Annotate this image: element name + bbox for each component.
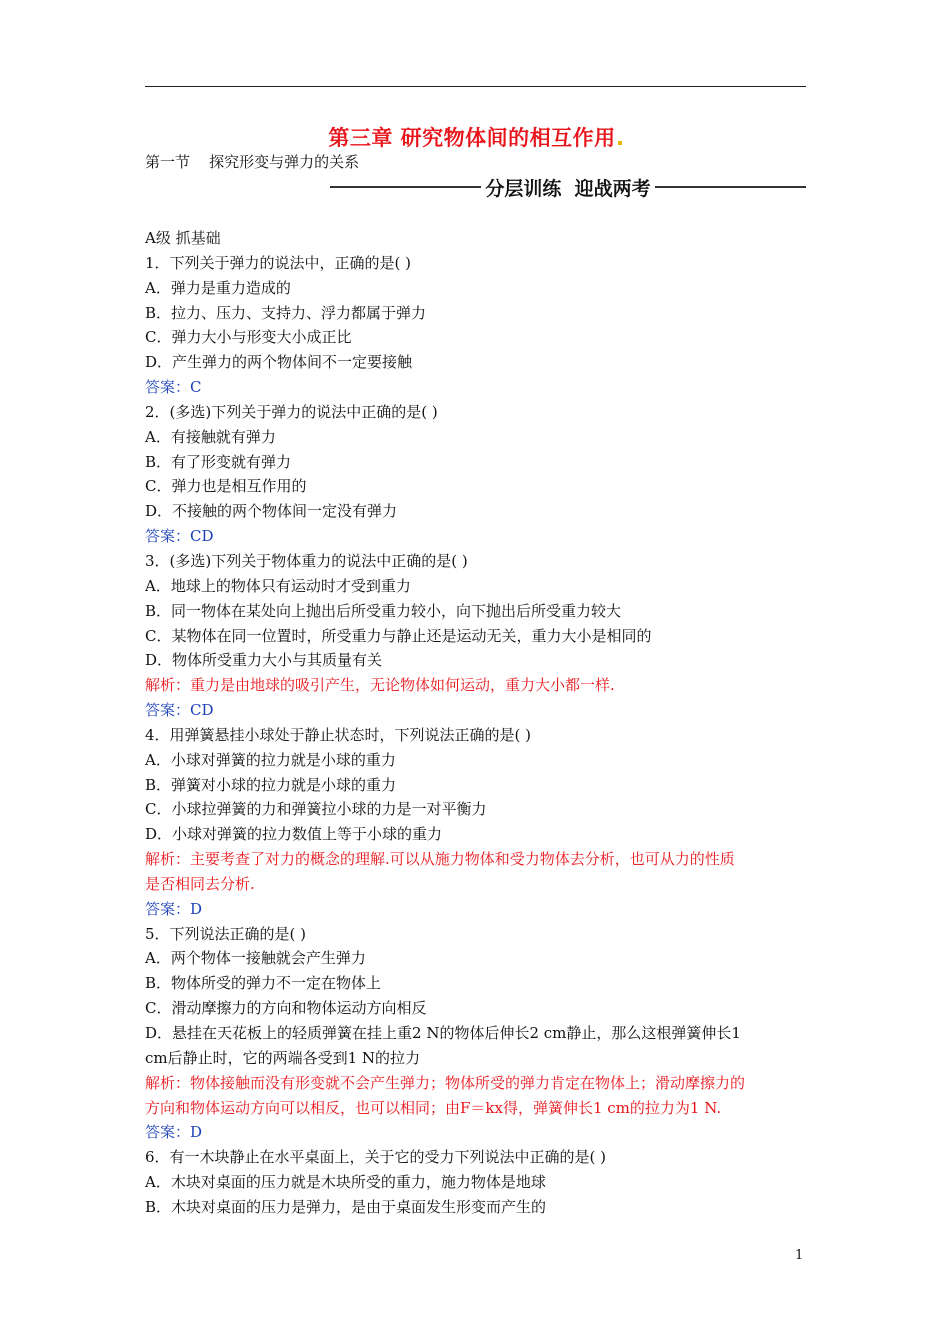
text-line: D．悬挂在天花板上的轻质弹簧在挂上重2 N的物体后伸长2 cm静止，那么这根弹簧伸长1 — [145, 1024, 741, 1042]
page-number: 1 — [795, 1248, 804, 1263]
exercise-content — [145, 226, 810, 1220]
text-line: C．弹力大小与形变大小成正比 — [145, 328, 352, 347]
text-line: D．物体所受重力大小与其质量有关 — [145, 651, 383, 670]
text-line: 5．下列说法正确的是( ) — [145, 924, 307, 943]
text-line: C．弹力也是相互作用的 — [145, 477, 307, 496]
text-line: A级 抓基础 — [145, 229, 221, 247]
text-line: 6．有一木块静止在水平桌面上，关于它的受力下列说法中正确的是( ) — [145, 1148, 607, 1167]
text-line: A．有接触就有弹力 — [145, 427, 276, 446]
answer-line: 答案：CD — [145, 527, 214, 546]
text-line: D．不接触的两个物体间一定没有弹力 — [145, 502, 398, 521]
answer-line: 答案：D — [145, 899, 203, 918]
text-line: B．拉力、压力、支持力、浮力都属于弹力 — [145, 303, 427, 322]
explanation-line: 解析：重力是由地球的吸引产生，无论物体如何运动，重力大小都一样. — [145, 676, 615, 695]
answer-line: 答案：CD — [145, 701, 214, 720]
text-line: A．弹力是重力造成的 — [145, 278, 291, 297]
text-line: B．同一物体在某处向上抛出后所受重力较小，向下抛出后所受重力较大 — [145, 601, 622, 620]
text-line: A．小球对弹簧的拉力就是小球的重力 — [145, 750, 396, 769]
text-line: 2．(多选)下列关于弹力的说法中正确的是( ) — [145, 402, 438, 421]
banner-right-rule — [655, 186, 806, 188]
text-line: C．小球拉弹簧的力和弹簧拉小球的力是一对平衡力 — [145, 800, 487, 819]
text-line: C．某物体在同一位置时，所受重力与静止还是运动无关，重力大小是相同的 — [145, 626, 652, 645]
answer-line: 答案：C — [145, 378, 202, 397]
text-line: D．产生弹力的两个物体间不一定要接触 — [145, 353, 413, 372]
section-banner — [330, 173, 806, 201]
text-line: D．小球对弹簧的拉力数值上等于小球的重力 — [145, 825, 443, 844]
text-line: cm后静止时，它的两端各受到1 N的拉力 — [145, 1048, 421, 1067]
explanation-line: 解析：主要考查了对力的概念的理解.可以从施力物体和受力物体去分析，也可从力的性质 — [145, 850, 735, 869]
text-line: B．弹簧对小球的拉力就是小球的重力 — [145, 775, 397, 794]
explanation-line: 是否相同去分析. — [145, 874, 255, 893]
explanation-line: 解析：物体接触而没有形变就不会产生弹力；物体所受的弹力肯定在物体上；滑动摩擦力的 — [145, 1073, 746, 1092]
text-line: A．地球上的物体只有运动时才受到重力 — [145, 576, 411, 595]
banner-left-rule — [330, 186, 481, 188]
header-rule — [145, 86, 806, 87]
text-line: B．有了形变就有弹力 — [145, 452, 292, 471]
answer-line: 答案：D — [145, 1123, 203, 1142]
explanation-line: 方向和物体运动方向可以相反，也可以相同；由F＝kx得，弹簧伸长1 cm的拉力为1 N. — [145, 1098, 722, 1117]
text-line: A．两个物体一接触就会产生弹力 — [145, 949, 366, 968]
chapter-title: 第三章 研究物体间的相互作用 — [0, 122, 950, 152]
decorative-dot-icon — [618, 141, 622, 145]
section-title: 第一节 探究形变与弹力的关系 — [145, 153, 360, 171]
text-line: 3．(多选)下列关于物体重力的说法中正确的是( ) — [145, 551, 468, 570]
text-line: C．滑动摩擦力的方向和物体运动方向相反 — [145, 999, 427, 1018]
text-line: 4．用弹簧悬挂小球处于静止状态时，下列说法正确的是( ) — [145, 725, 532, 744]
text-line: B．木块对桌面的压力是弹力，是由于桌面发生形变而产生的 — [145, 1197, 547, 1216]
banner-text: 分层训练 迎战两考 — [485, 177, 651, 200]
text-line: A．木块对桌面的压力就是木块所受的重力，施力物体是地球 — [145, 1173, 546, 1192]
text-line: B．物体所受的弹力不一定在物体上 — [145, 974, 382, 993]
text-line: 1．下列关于弹力的说法中，正确的是( ) — [145, 253, 412, 272]
